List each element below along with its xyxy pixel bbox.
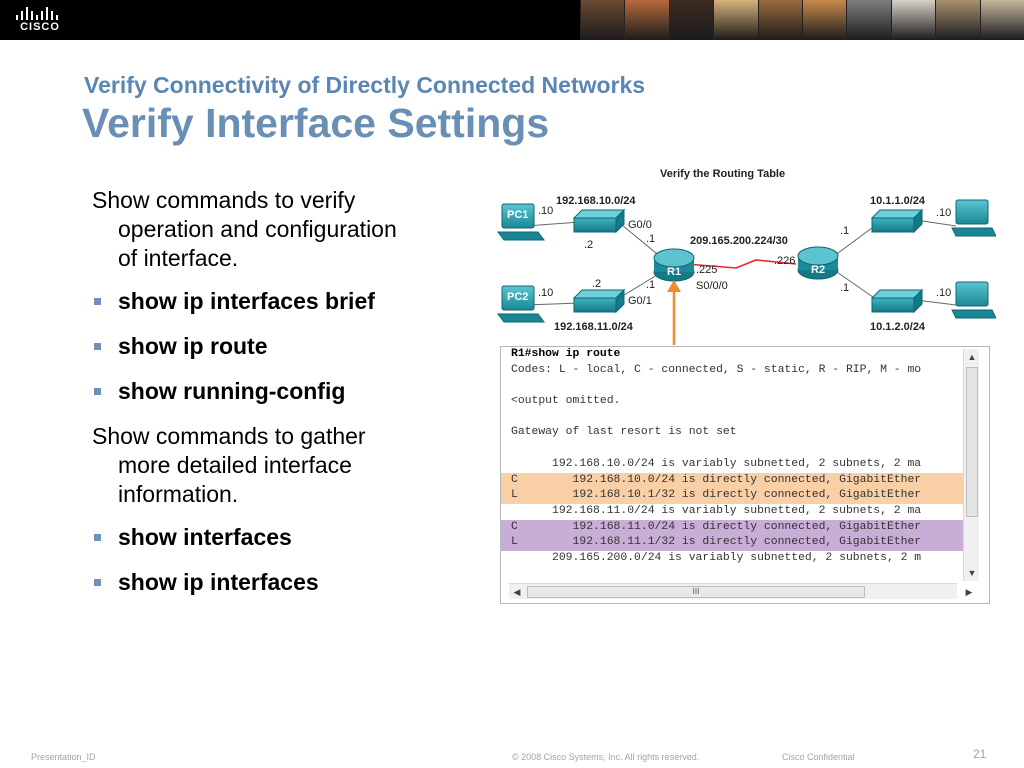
svg-text:.225: .225 bbox=[696, 264, 718, 276]
vertical-scroll-thumb[interactable] bbox=[966, 367, 978, 517]
terminal-line: Gateway of last resort is not set bbox=[511, 426, 737, 439]
header-photo bbox=[935, 0, 979, 40]
header-band bbox=[0, 0, 1024, 40]
footer-confidential: Cisco Confidential bbox=[782, 752, 855, 762]
footer-copyright: © 2008 Cisco Systems, Inc. All rights reserved. bbox=[512, 752, 700, 762]
terminal-line: 192.168.11.0/24 is variably subnetted, 2 subnets, 2 ma bbox=[511, 504, 922, 517]
bullet-item: show interfaces bbox=[92, 523, 422, 552]
router-r2-icon bbox=[798, 247, 838, 279]
terminal-line: L 192.168.11.1/32 is directly connected, GigabitEther bbox=[501, 535, 964, 551]
bullet-square-icon bbox=[94, 579, 101, 586]
bullet-square-icon bbox=[94, 388, 101, 395]
intro-paragraph: Show commands to verify operation and configuration of interface. bbox=[92, 187, 397, 271]
terminal-line bbox=[501, 378, 964, 394]
callout-arrow-head-icon bbox=[667, 280, 681, 292]
scroll-down-arrow-icon[interactable]: ▼ bbox=[967, 568, 977, 578]
topology-svg bbox=[496, 160, 996, 345]
terminal-line: C 192.168.11.0/24 is directly connected, GigabitEther bbox=[501, 520, 964, 536]
svg-text:.10: .10 bbox=[936, 207, 952, 219]
header-photo bbox=[580, 0, 624, 40]
svg-text:PC1: PC1 bbox=[507, 209, 529, 221]
scroll-right-arrow-icon[interactable]: ▶ bbox=[965, 587, 973, 597]
header-photo bbox=[802, 0, 846, 40]
svg-text:.10: .10 bbox=[538, 287, 554, 299]
terminal-line: 209.165.200.0/24 is variably subnetted, 2 subnets, 2 m bbox=[511, 551, 922, 564]
terminal-line: Codes: L - local, C - connected, S - static, R - RIP, M - mo bbox=[511, 363, 922, 376]
svg-text:192.168.11.0/24: 192.168.11.0/24 bbox=[554, 321, 633, 333]
svg-text:.2: .2 bbox=[592, 278, 602, 290]
header-photo bbox=[758, 0, 802, 40]
horizontal-scroll-thumb[interactable]: III bbox=[527, 586, 865, 598]
bullet-square-icon bbox=[94, 343, 101, 350]
svg-text:.1: .1 bbox=[840, 282, 850, 294]
svg-text:192.168.10.0/24: 192.168.10.0/24 bbox=[556, 195, 636, 207]
svg-text:.1: .1 bbox=[646, 233, 656, 245]
svg-text:G0/1: G0/1 bbox=[628, 295, 652, 307]
bullet-item: show running-config bbox=[92, 377, 422, 406]
header-photo bbox=[713, 0, 757, 40]
scroll-up-arrow-icon[interactable]: ▲ bbox=[967, 352, 977, 362]
cisco-logo-word: CISCO bbox=[20, 21, 60, 33]
network-diagram bbox=[496, 160, 996, 345]
intro-paragraph-2: Show commands to gather more detailed interface information. bbox=[92, 423, 366, 507]
slide-body bbox=[92, 186, 422, 613]
terminal-line: 192.168.10.0/24 is variably subnetted, 2 subnets, 2 ma bbox=[511, 457, 922, 470]
svg-text:R2: R2 bbox=[811, 264, 826, 276]
terminal-window[interactable] bbox=[500, 346, 990, 604]
page-number: 21 bbox=[973, 747, 987, 761]
cisco-logo-bars bbox=[14, 6, 62, 20]
pc4-icon bbox=[952, 282, 996, 318]
bullet-item: show ip interfaces bbox=[92, 568, 422, 597]
pc3-icon bbox=[952, 200, 996, 236]
vertical-scrollbar[interactable] bbox=[963, 349, 979, 581]
terminal-line: C 192.168.10.0/24 is directly connected, GigabitEther bbox=[501, 473, 964, 489]
header-photo bbox=[669, 0, 713, 40]
header-photo bbox=[980, 0, 1024, 40]
terminal-line bbox=[501, 441, 964, 457]
header-photo bbox=[846, 0, 890, 40]
bullet-item: show ip route bbox=[92, 332, 422, 361]
terminal-line: R1#show ip route bbox=[511, 348, 621, 360]
cisco-logo bbox=[12, 4, 72, 36]
svg-text:.2: .2 bbox=[584, 239, 594, 251]
svg-text:.226: .226 bbox=[774, 255, 796, 267]
header-photo bbox=[624, 0, 668, 40]
bullet-item: show ip interfaces brief bbox=[92, 287, 422, 316]
svg-text:209.165.200.224/30: 209.165.200.224/30 bbox=[690, 235, 788, 247]
bullet-square-icon bbox=[94, 298, 101, 305]
footer-presentation-id: Presentation_ID bbox=[31, 752, 96, 762]
router-r1-icon bbox=[654, 249, 694, 281]
scroll-left-arrow-icon[interactable]: ◀ bbox=[513, 587, 521, 597]
svg-text:PC2: PC2 bbox=[507, 291, 529, 303]
svg-text:10.1.2.0/24: 10.1.2.0/24 bbox=[870, 321, 926, 333]
header-photo-strip bbox=[580, 0, 1024, 40]
horizontal-scrollbar[interactable] bbox=[509, 583, 973, 599]
svg-text:R1: R1 bbox=[667, 266, 682, 278]
svg-text:.1: .1 bbox=[646, 279, 656, 291]
svg-text:S0/0/0: S0/0/0 bbox=[696, 280, 728, 292]
terminal-line bbox=[501, 410, 964, 426]
switch-2-icon bbox=[574, 290, 624, 312]
bullet-square-icon bbox=[94, 534, 101, 541]
terminal-output bbox=[501, 347, 964, 581]
svg-text:.10: .10 bbox=[936, 287, 952, 299]
terminal-line: <output omitted. bbox=[511, 395, 621, 408]
switch-1-icon bbox=[574, 210, 624, 232]
slide-supertitle: Verify Connectivity of Directly Connected Networks bbox=[84, 72, 646, 98]
svg-text:.10: .10 bbox=[538, 205, 554, 217]
switch-4-icon bbox=[872, 290, 922, 312]
diagram-title: Verify the Routing Table bbox=[660, 168, 786, 180]
terminal-line: L 192.168.10.1/32 is directly connected, GigabitEther bbox=[501, 488, 964, 504]
svg-text:G0/0: G0/0 bbox=[628, 219, 652, 231]
switch-3-icon bbox=[872, 210, 922, 232]
slide-title: Verify Interface Settings bbox=[82, 100, 550, 146]
header-photo bbox=[891, 0, 935, 40]
svg-text:.1: .1 bbox=[840, 225, 850, 237]
svg-text:10.1.1.0/24: 10.1.1.0/24 bbox=[870, 195, 926, 207]
